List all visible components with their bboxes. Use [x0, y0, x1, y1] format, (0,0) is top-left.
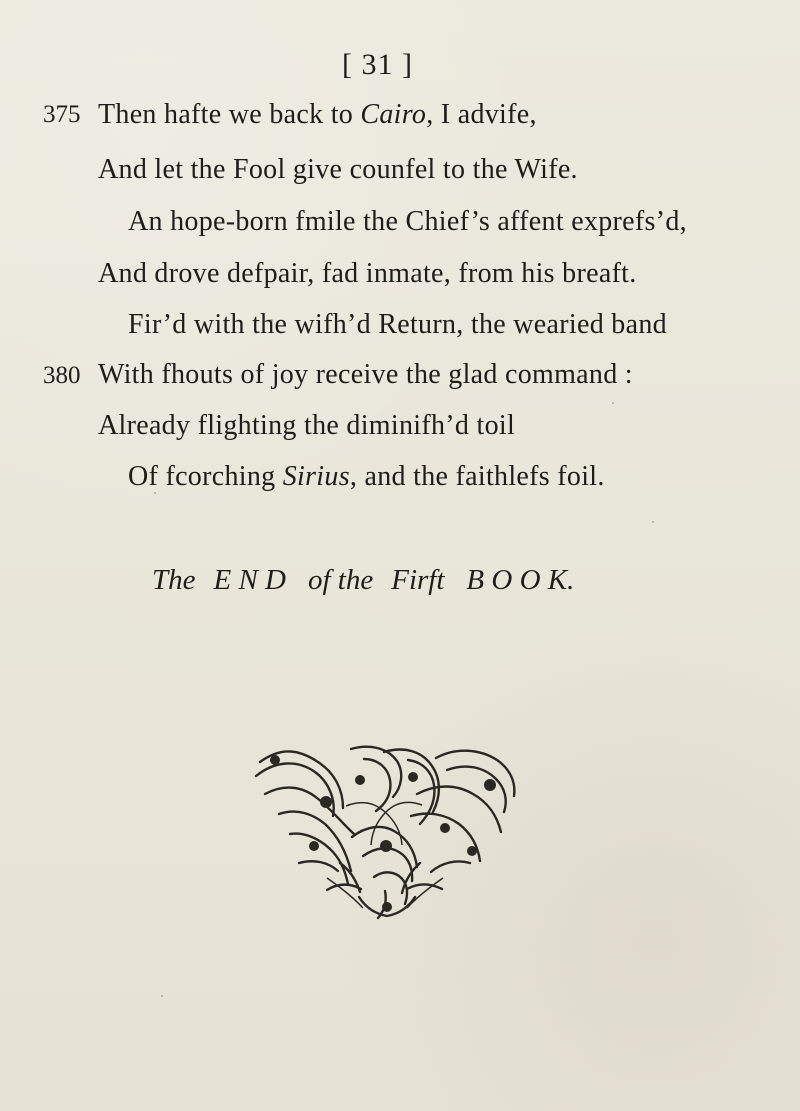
- end-of-book-line: [152, 564, 574, 597]
- end-word-of-the: of the: [308, 564, 374, 596]
- poem-line-3: [128, 208, 687, 236]
- line-number-380: 380: [43, 362, 81, 389]
- end-word-book: B O O K.: [466, 564, 575, 596]
- poem-line-1-part-2: Cairo: [360, 99, 427, 130]
- poem-line-6-text: With fhouts of joy receive the glad command :: [98, 359, 633, 390]
- poem-line-5-text: Fir’d with the wifh’d Return, the wearied band: [128, 309, 667, 340]
- poem-line-1-part-3: , I advife,: [426, 99, 537, 130]
- decorative-ornament-icon: [242, 742, 527, 924]
- page-number: [ 31 ]: [342, 48, 413, 81]
- poem-line-1: [98, 101, 537, 129]
- end-word-end: E N D: [213, 564, 286, 596]
- poem-line-7: [98, 412, 515, 440]
- end-word-first: Firft: [391, 564, 445, 596]
- poem-line-8-part-2: Sirius: [282, 461, 350, 492]
- poem-line-1-part-1: Then hafte we back to: [98, 99, 361, 130]
- end-word-the: The: [152, 564, 196, 596]
- poem-line-2-text: And let the Fool give counfel to the Wife.: [98, 154, 578, 185]
- line-number-375: 375: [43, 101, 81, 128]
- poem-line-7-text: Already flighting the diminifh’d toil: [98, 410, 516, 441]
- poem-line-8-part-3: , and the faithlefs foil.: [349, 461, 605, 492]
- poem-line-8-part-1: Of fcorching: [128, 461, 283, 492]
- poem-line-4-text: And drove defpair, fad inmate, from his breaft.: [98, 258, 637, 289]
- poem-line-8: [128, 463, 605, 491]
- poem-line-4: [98, 260, 637, 288]
- poem-line-5: [128, 311, 667, 339]
- poem-line-2: [98, 156, 578, 184]
- poem-line-6: [98, 361, 633, 389]
- poem-line-3-text: An hope-born fmile the Chief’s affent exprefs’d,: [128, 206, 687, 237]
